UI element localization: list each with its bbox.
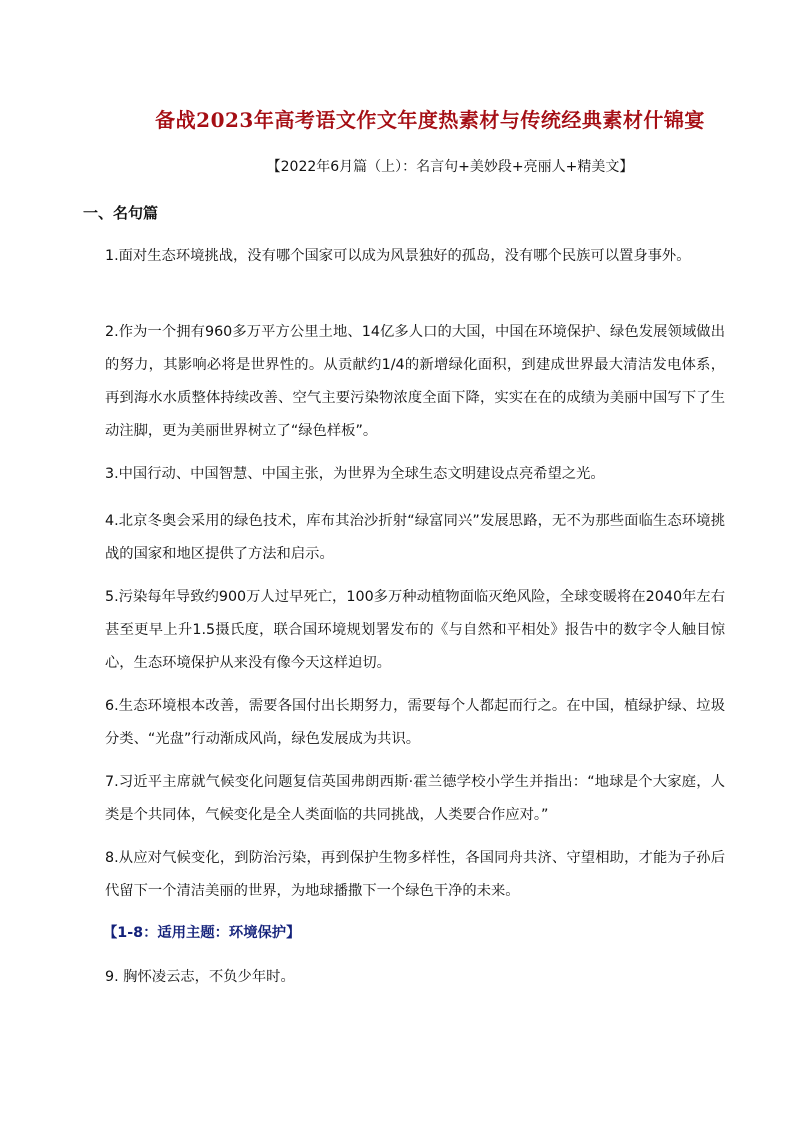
quote-paragraph-3: 3.中国行动、中国智慧、中国主张，为世界为全球生态文明建设点亮希望之光。 <box>105 466 605 482</box>
quote-paragraph-9: 9. 胸怀凌云志，不负少年时。 <box>105 969 295 985</box>
quote-paragraph-2: 2.作为一个拥有960多万平方公里土地、14亿多人口的大国，中国在环境保护、绿色发展领域做出的努力，其影响必将是世界性的。从贡献约1/4的新增绿化面积，到建成世界最大清洁发电体系，再到海水水质整体持续改善、空气主要污染物浓度全面下降，实实在在的成绩为美丽中国写下了生动注脚，更为美丽世界树立了“绿色样板”。 <box>105 324 725 439</box>
topic-tag: 【1-8：适用主题：环境保护】 <box>103 925 301 941</box>
document-subtitle: 【2022年6月篇（上）：名言句+美妙段+亮丽人+精美文】 <box>266 159 634 175</box>
document-title: 备战2023年高考语文作文年度热素材与传统经典素材什锦宴 <box>155 108 705 132</box>
quote-paragraph-1: 1.面对生态环境挑战，没有哪个国家可以成为风景独好的孤岛，没有哪个民族可以置身事外。 <box>105 248 691 264</box>
quote-paragraph-6: 6.生态环境根本改善，需要各国付出长期努力，需要每个人都起而行之。在中国，植绿护绿、垃圾分类、“光盘”行动渐成风尚，绿色发展成为共识。 <box>105 698 725 747</box>
quote-paragraph-4: 4.北京冬奥会采用的绿色技术，库布其治沙折射“绿富同兴”发展思路，无不为那些面临生态环境挑战的国家和地区提供了方法和启示。 <box>105 513 725 562</box>
quote-paragraph-8: 8.从应对气候变化，到防治污染，再到保护生物多样性，各国同舟共济、守望相助，才能为子孙后代留下一个清洁美丽的世界，为地球播撒下一个绿色干净的未来。 <box>105 850 725 899</box>
quote-paragraph-7: 7.习近平主席就气候变化问题复信英国弗朗西斯·霍兰德学校小学生并指出：“地球是个大家庭，人类是个共同体，气候变化是全人类面临的共同挑战，人类要合作应对。” <box>105 774 725 823</box>
section-heading: 一、名句篇 <box>83 204 159 222</box>
quote-paragraph-5: 5.污染每年导致约900万人过早死亡，100多万种动植物面临灭绝风险，全球变暖将在2040年左右甚至更早上升1.5摄氏度，联合国环境规划署发布的《与自然和平相处》报告中的数字令人触目惊心，生态环境保护从来没有像今天这样迫切。 <box>105 589 725 671</box>
